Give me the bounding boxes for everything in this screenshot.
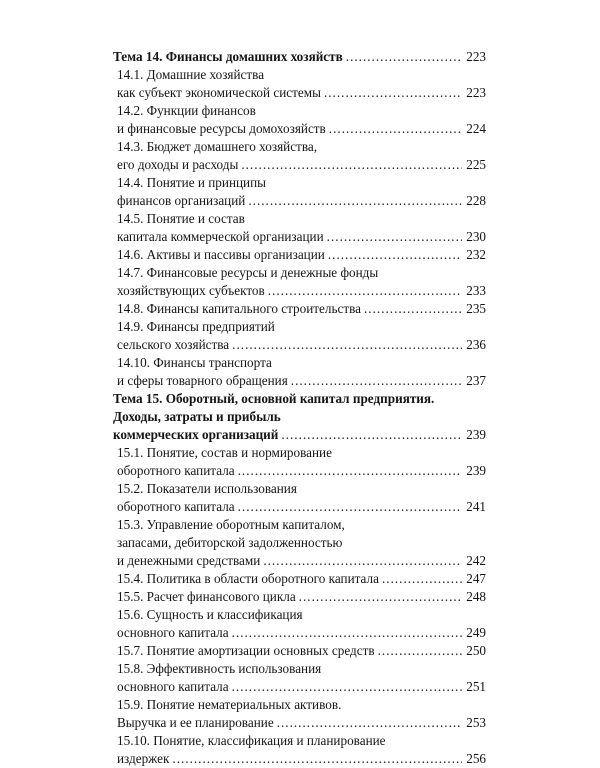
- toc-section-line[interactable]: [113, 66, 486, 84]
- dot-leader: [265, 282, 462, 300]
- toc-entry-text: 15.5. Расчет финансового цикла: [117, 589, 296, 604]
- table-of-contents: [113, 48, 486, 768]
- toc-entry-text: Выручка и ее планирование: [117, 715, 274, 730]
- toc-entry-text: 14.10. Финансы транспорта: [117, 355, 272, 370]
- toc-entry-text: и денежными средствами: [117, 553, 261, 568]
- toc-entry-text: основного капитала: [117, 679, 229, 694]
- dot-leader: [379, 570, 462, 588]
- toc-entry-text: 14.9. Финансы предприятий: [117, 319, 275, 334]
- toc-section-line[interactable]: [113, 282, 486, 300]
- toc-entry-text: 14.1. Домашние хозяйства: [117, 67, 265, 82]
- toc-entry-text: и сферы товарного обращения: [117, 373, 288, 388]
- toc-page-number: 256: [466, 751, 486, 766]
- toc-entry-text: Тема 14. Финансы домашних хозяйств: [113, 49, 343, 64]
- toc-entry-text: оборотного капитала: [117, 463, 235, 478]
- toc-page-number: 241: [466, 499, 486, 514]
- toc-section-line[interactable]: [113, 318, 486, 336]
- toc-section-line[interactable]: [113, 300, 486, 318]
- toc-entry-text: 15.3. Управление оборотным капиталом,: [117, 517, 345, 532]
- toc-entry-text: 14.7. Финансовые ресурсы и денежные фонды: [117, 265, 379, 280]
- toc-entry-text: 14.3. Бюджет домашнего хозяйства,: [117, 139, 318, 154]
- dot-leader: [343, 48, 462, 66]
- toc-entry-text: 14.4. Понятие и принципы: [117, 175, 267, 190]
- toc-section-line[interactable]: [113, 588, 486, 606]
- toc-entry-text: финансов организаций: [117, 193, 246, 208]
- toc-section-line[interactable]: [113, 354, 486, 372]
- toc-page-number: 239: [466, 463, 486, 478]
- toc-entry-text: 14.8. Финансы капитального строительства: [117, 301, 361, 316]
- dot-leader: [274, 714, 462, 732]
- toc-section-line[interactable]: [113, 462, 486, 480]
- toc-section-line[interactable]: [113, 624, 486, 642]
- toc-section-line[interactable]: [113, 84, 486, 102]
- toc-entry-text: 15.10. Понятие, классификация и планирование: [117, 733, 386, 748]
- dot-leader: [288, 372, 462, 390]
- toc-section-line[interactable]: [113, 174, 486, 192]
- toc-section-line[interactable]: [113, 192, 486, 210]
- toc-section-line[interactable]: [113, 516, 486, 534]
- toc-entry-text: его доходы и расходы: [117, 157, 239, 172]
- toc-section-line[interactable]: [113, 480, 486, 498]
- toc-entry-text: и финансовые ресурсы домохозяйств: [117, 121, 326, 136]
- dot-leader: [238, 156, 462, 174]
- toc-entry-text: 15.6. Сущность и классификация: [117, 607, 303, 622]
- dot-leader: [296, 588, 462, 606]
- dot-leader: [361, 300, 462, 318]
- toc-entry-text: 15.8. Эффективность использования: [117, 661, 322, 676]
- toc-entry-text: Тема 15. Оборотный, основной капитал предприятия.: [113, 391, 435, 406]
- toc-entry-text: оборотного капитала: [117, 499, 235, 514]
- dot-leader: [325, 246, 462, 264]
- toc-page-number: 228: [466, 193, 486, 208]
- toc-section-line[interactable]: [113, 750, 486, 768]
- toc-section-line[interactable]: [113, 678, 486, 696]
- toc-page-number: 247: [466, 571, 486, 586]
- toc-entry-text: 14.5. Понятие и состав: [117, 211, 245, 226]
- dot-leader: [375, 642, 462, 660]
- toc-page-number: 237: [466, 373, 486, 388]
- toc-page-number: 223: [466, 85, 486, 100]
- dot-leader: [169, 750, 462, 768]
- dot-leader: [229, 336, 462, 354]
- dot-leader: [229, 678, 462, 696]
- toc-section-line[interactable]: [113, 570, 486, 588]
- toc-section-line[interactable]: [113, 156, 486, 174]
- toc-page-number: 242: [466, 553, 486, 568]
- dot-leader: [324, 228, 462, 246]
- toc-entry-text: 15.7. Понятие амортизации основных средств: [117, 643, 375, 658]
- dot-leader: [326, 120, 462, 138]
- toc-entry-text: запасами, дебиторской задолженностью: [117, 535, 343, 550]
- toc-section-line[interactable]: [113, 534, 486, 552]
- dot-leader: [321, 84, 462, 102]
- toc-section-line[interactable]: [113, 264, 486, 282]
- toc-section-line[interactable]: [113, 660, 486, 678]
- toc-entry-text: как субъект экономической системы: [117, 85, 321, 100]
- toc-chapter-line[interactable]: [113, 426, 486, 444]
- toc-section-line[interactable]: [113, 642, 486, 660]
- toc-entry-text: хозяйствующих субъектов: [117, 283, 265, 298]
- toc-section-line[interactable]: [113, 498, 486, 516]
- toc-page-number: 233: [466, 283, 486, 298]
- toc-entry-text: капитала коммерческой организации: [117, 229, 324, 244]
- toc-page-number: 223: [466, 49, 486, 64]
- toc-page-number: 253: [466, 715, 486, 730]
- toc-chapter-line[interactable]: [113, 408, 486, 426]
- toc-page-number: 236: [466, 337, 486, 352]
- toc-section-line[interactable]: [113, 372, 486, 390]
- toc-page-number: 232: [466, 247, 486, 262]
- toc-page-number: 230: [466, 229, 486, 244]
- toc-section-line[interactable]: [113, 732, 486, 750]
- toc-page-number: 250: [466, 643, 486, 658]
- toc-chapter-line[interactable]: [113, 390, 486, 408]
- dot-leader: [229, 624, 462, 642]
- toc-entry-text: сельского хозяйства: [117, 337, 230, 352]
- toc-entry-text: издержек: [117, 751, 170, 766]
- toc-page-number: 235: [466, 301, 486, 316]
- dot-leader: [235, 498, 462, 516]
- toc-entry-text: Доходы, затраты и прибыль: [113, 409, 281, 424]
- toc-section-line[interactable]: [113, 336, 486, 354]
- toc-section-line[interactable]: [113, 120, 486, 138]
- toc-page-number: 248: [466, 589, 486, 604]
- toc-page-number: 224: [466, 121, 486, 136]
- toc-entry-text: 15.1. Понятие, состав и нормирование: [117, 445, 332, 460]
- dot-leader: [235, 462, 462, 480]
- dot-leader: [245, 192, 462, 210]
- toc-section-line[interactable]: [113, 138, 486, 156]
- toc-entry-text: основного капитала: [117, 625, 229, 640]
- toc-page-number: 239: [466, 427, 486, 442]
- toc-entry-text: коммерческих организаций: [113, 427, 279, 442]
- toc-section-line[interactable]: [113, 246, 486, 264]
- toc-section-line[interactable]: [113, 552, 486, 570]
- toc-section-line[interactable]: [113, 102, 486, 120]
- toc-page-number: 249: [466, 625, 486, 640]
- toc-entry-text: 14.2. Функции финансов: [117, 103, 256, 118]
- toc-section-line[interactable]: [113, 444, 486, 462]
- toc-section-line[interactable]: [113, 714, 486, 732]
- toc-section-line[interactable]: [113, 606, 486, 624]
- toc-section-line[interactable]: [113, 696, 486, 714]
- toc-page-number: 225: [466, 157, 486, 172]
- dot-leader: [260, 552, 462, 570]
- toc-page-number: 251: [466, 679, 486, 694]
- toc-chapter-line[interactable]: [113, 48, 486, 66]
- dot-leader: [278, 426, 462, 444]
- toc-section-line[interactable]: [113, 210, 486, 228]
- toc-section-line[interactable]: [113, 228, 486, 246]
- toc-entry-text: 15.4. Политика в области оборотного капитала: [117, 571, 379, 586]
- toc-entry-text: 15.2. Показатели использования: [117, 481, 297, 496]
- toc-entry-text: 15.9. Понятие нематериальных активов.: [117, 697, 342, 712]
- toc-entry-text: 14.6. Активы и пассивы организации: [117, 247, 325, 262]
